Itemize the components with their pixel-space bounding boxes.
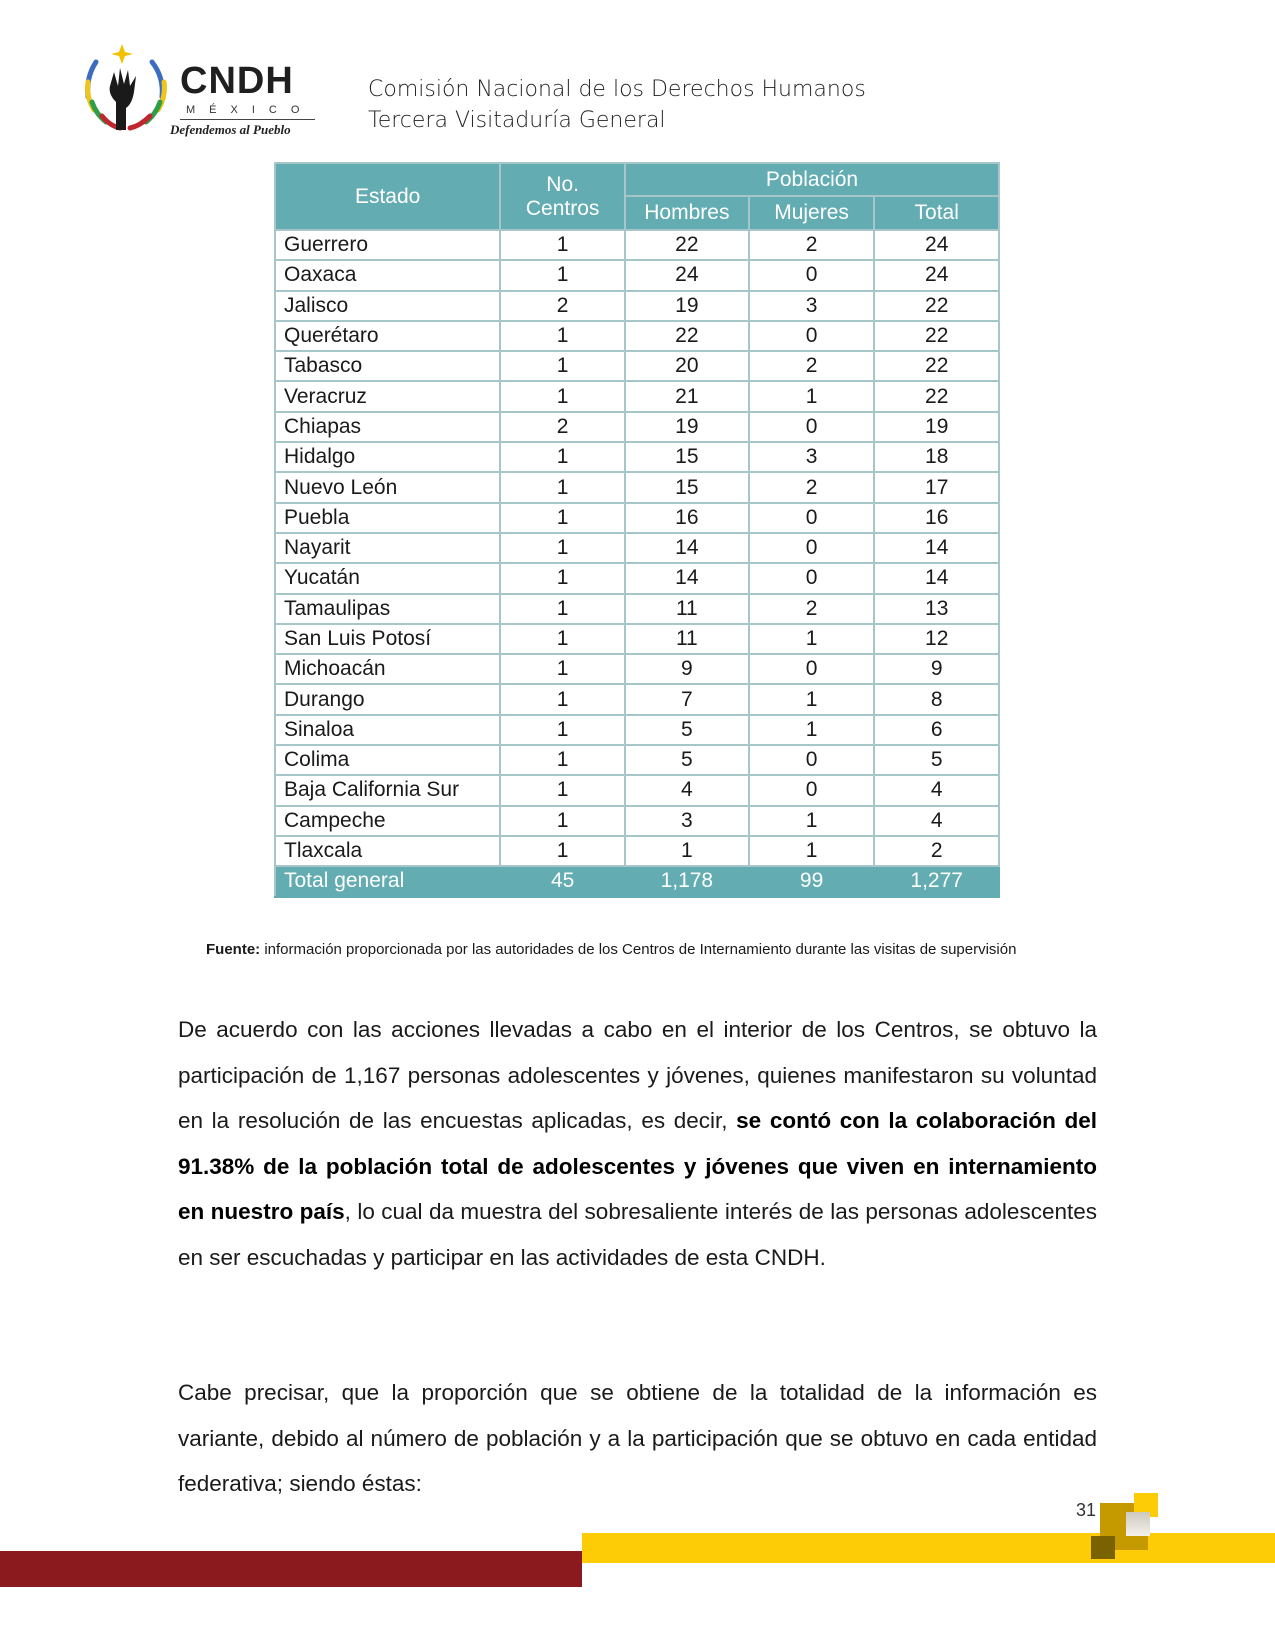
cell-estado: Chiapas [275, 412, 500, 442]
cell-centros: 1 [500, 806, 625, 836]
logo-divider [180, 119, 315, 120]
cell-estado: Colima [275, 745, 500, 775]
cell-hombres: 4 [625, 775, 749, 805]
cell-mujeres: 1 [749, 684, 875, 714]
cell-estado: Guerrero [275, 230, 500, 260]
total-cell-hombres: 1,178 [625, 866, 749, 896]
laurel-hand-emblem-icon [80, 42, 175, 137]
cell-mujeres: 0 [749, 654, 875, 684]
header-mujeres: Mujeres [749, 196, 875, 230]
page-number: 31 [1075, 1500, 1096, 1520]
cell-hombres: 15 [625, 472, 749, 502]
cell-mujeres: 1 [749, 715, 875, 745]
table-row [275, 230, 999, 260]
cell-hombres: 14 [625, 533, 749, 563]
cell-mujeres: 2 [749, 230, 875, 260]
cell-hombres: 21 [625, 381, 749, 411]
cell-centros: 1 [500, 321, 625, 351]
cell-total: 13 [874, 594, 999, 624]
cell-total: 22 [874, 291, 999, 321]
cell-hombres: 11 [625, 594, 749, 624]
cell-centros: 1 [500, 351, 625, 381]
cell-mujeres: 0 [749, 533, 875, 563]
table-row [275, 260, 999, 290]
table-row [275, 594, 999, 624]
cell-total: 4 [874, 806, 999, 836]
cell-estado: Nayarit [275, 533, 500, 563]
cell-hombres: 14 [625, 563, 749, 593]
cell-total: 14 [874, 563, 999, 593]
cell-total: 22 [874, 351, 999, 381]
para1-text-before: De acuerdo con las acciones llevadas a cabo en el interior de los Centros, se obtuvo la participación de 1,167 personas adolescentes y jóvenes, quienes manifestaron su voluntad en la resolución de las encuestas aplicadas, es decir, [178, 1017, 1097, 1133]
cell-estado: San Luis Potosí [275, 624, 500, 654]
table-row [275, 321, 999, 351]
cell-total: 17 [874, 472, 999, 502]
table-row [275, 654, 999, 684]
table-row [275, 715, 999, 745]
cell-estado: Tamaulipas [275, 594, 500, 624]
table-row [275, 806, 999, 836]
footer-decor-square-light [1126, 1512, 1150, 1536]
cell-estado: Puebla [275, 503, 500, 533]
table-row [275, 836, 999, 866]
cell-centros: 1 [500, 624, 625, 654]
cell-centros: 2 [500, 291, 625, 321]
cell-estado: Hidalgo [275, 442, 500, 472]
cell-mujeres: 1 [749, 806, 875, 836]
header-estado: Estado [275, 163, 500, 230]
table-row [275, 775, 999, 805]
cell-mujeres: 2 [749, 472, 875, 502]
cell-estado: Querétaro [275, 321, 500, 351]
header-poblacion: Población [625, 163, 999, 196]
cell-total: 22 [874, 321, 999, 351]
logo-motto: Defendemos al Pueblo [170, 122, 291, 137]
table-body [275, 230, 999, 897]
para1-highlight: se contó con la colaboración del 91.38% de la población total de adolescentes y jóvenes que viven en internamiento en nuestro país [178, 1108, 1097, 1224]
header-total: Total [874, 196, 999, 230]
population-table [274, 162, 1000, 898]
cell-hombres: 5 [625, 715, 749, 745]
cell-hombres: 20 [625, 351, 749, 381]
table-row [275, 442, 999, 472]
cell-total: 19 [874, 412, 999, 442]
total-cell-total: 1,277 [874, 866, 999, 896]
footer-yellow-bar [582, 1533, 1275, 1563]
cell-mujeres: 1 [749, 836, 875, 866]
cell-estado: Sinaloa [275, 715, 500, 745]
cell-hombres: 16 [625, 503, 749, 533]
table-row [275, 745, 999, 775]
cell-centros: 1 [500, 503, 625, 533]
cell-hombres: 19 [625, 291, 749, 321]
cell-estado: Durango [275, 684, 500, 714]
cell-hombres: 7 [625, 684, 749, 714]
cell-centros: 1 [500, 715, 625, 745]
table-row [275, 472, 999, 502]
cell-estado: Tlaxcala [275, 836, 500, 866]
cell-total: 12 [874, 624, 999, 654]
cell-centros: 1 [500, 684, 625, 714]
cell-total: 4 [874, 775, 999, 805]
cell-centros: 1 [500, 381, 625, 411]
cell-mujeres: 3 [749, 291, 875, 321]
cell-total: 24 [874, 230, 999, 260]
table-row [275, 503, 999, 533]
cell-mujeres: 2 [749, 351, 875, 381]
cell-centros: 1 [500, 472, 625, 502]
cell-hombres: 22 [625, 230, 749, 260]
paragraph-participation [178, 1007, 1097, 1280]
cell-total: 22 [874, 381, 999, 411]
cell-centros: 1 [500, 442, 625, 472]
cell-centros: 2 [500, 412, 625, 442]
cndh-logo [80, 42, 320, 137]
cell-centros: 1 [500, 563, 625, 593]
table-row [275, 533, 999, 563]
cell-hombres: 19 [625, 412, 749, 442]
total-cell-mujeres: 99 [749, 866, 875, 896]
table-source-note [206, 941, 1016, 958]
cell-centros: 1 [500, 533, 625, 563]
cell-mujeres: 0 [749, 745, 875, 775]
header-hombres: Hombres [625, 196, 749, 230]
table-row [275, 412, 999, 442]
cell-total: 6 [874, 715, 999, 745]
cell-estado: Yucatán [275, 563, 500, 593]
cell-mujeres: 0 [749, 775, 875, 805]
total-cell-centros: 45 [500, 866, 625, 896]
table-row [275, 624, 999, 654]
cell-hombres: 3 [625, 806, 749, 836]
cell-total: 8 [874, 684, 999, 714]
cell-centros: 1 [500, 654, 625, 684]
cell-hombres: 11 [625, 624, 749, 654]
cell-total: 14 [874, 533, 999, 563]
header-no-centros-line1: No. [546, 172, 579, 196]
cell-mujeres: 1 [749, 624, 875, 654]
table-row [275, 563, 999, 593]
table-total-row [275, 866, 999, 896]
cell-mujeres: 0 [749, 260, 875, 290]
cell-estado: Michoacán [275, 654, 500, 684]
cell-hombres: 24 [625, 260, 749, 290]
cell-hombres: 22 [625, 321, 749, 351]
cell-estado: Tabasco [275, 351, 500, 381]
cell-total: 2 [874, 836, 999, 866]
cell-total: 24 [874, 260, 999, 290]
table-row [275, 351, 999, 381]
logo-wordmark: CNDH [180, 60, 294, 102]
cell-estado: Nuevo León [275, 472, 500, 502]
footer-red-bar [0, 1551, 582, 1587]
cell-centros: 1 [500, 775, 625, 805]
document-header [368, 74, 866, 136]
org-name: Comisión Nacional de los Derechos Humanos [368, 77, 866, 102]
para1-text-after: , lo cual da muestra del sobresaliente interés de las personas adolescentes en ser escuchadas y participar en las actividades de esta CNDH. [178, 1199, 1097, 1270]
cell-mujeres: 0 [749, 563, 875, 593]
cell-total: 18 [874, 442, 999, 472]
source-label: Fuente: [206, 941, 261, 958]
logo-country: MÉXICO [186, 104, 314, 116]
cell-estado: Jalisco [275, 291, 500, 321]
cell-hombres: 5 [625, 745, 749, 775]
department-name: Tercera Visitaduría General [368, 108, 666, 133]
cell-centros: 1 [500, 594, 625, 624]
table-row [275, 684, 999, 714]
cell-total: 5 [874, 745, 999, 775]
cell-hombres: 1 [625, 836, 749, 866]
cell-centros: 1 [500, 836, 625, 866]
cell-mujeres: 2 [749, 594, 875, 624]
cell-estado: Campeche [275, 806, 500, 836]
cell-mujeres: 0 [749, 503, 875, 533]
source-text: información proporcionada por las autoridades de los Centros de Internamiento durante las visitas de supervisión [260, 941, 1017, 958]
header-no-centros-line2: Centros [525, 196, 600, 220]
cell-estado: Veracruz [275, 381, 500, 411]
paragraph-proportion: Cabe precisar, que la proporción que se obtiene de la totalidad de la información es variante, debido al número de población y a la participación que se obtuvo en cada entidad federativa; siendo éstas: [178, 1380, 1097, 1496]
cell-mujeres: 3 [749, 442, 875, 472]
cell-centros: 1 [500, 230, 625, 260]
total-cell-estado: Total general [275, 866, 500, 896]
cell-centros: 1 [500, 745, 625, 775]
footer-decor-square-dark [1091, 1536, 1115, 1559]
table-row [275, 381, 999, 411]
cell-total: 9 [874, 654, 999, 684]
cell-mujeres: 1 [749, 381, 875, 411]
cell-total: 16 [874, 503, 999, 533]
cell-hombres: 15 [625, 442, 749, 472]
cell-mujeres: 0 [749, 321, 875, 351]
cell-estado: Baja California Sur [275, 775, 500, 805]
table-row [275, 291, 999, 321]
cell-hombres: 9 [625, 654, 749, 684]
cell-centros: 1 [500, 260, 625, 290]
header-no-centros [500, 163, 625, 230]
cell-estado: Oaxaca [275, 260, 500, 290]
cell-mujeres: 0 [749, 412, 875, 442]
